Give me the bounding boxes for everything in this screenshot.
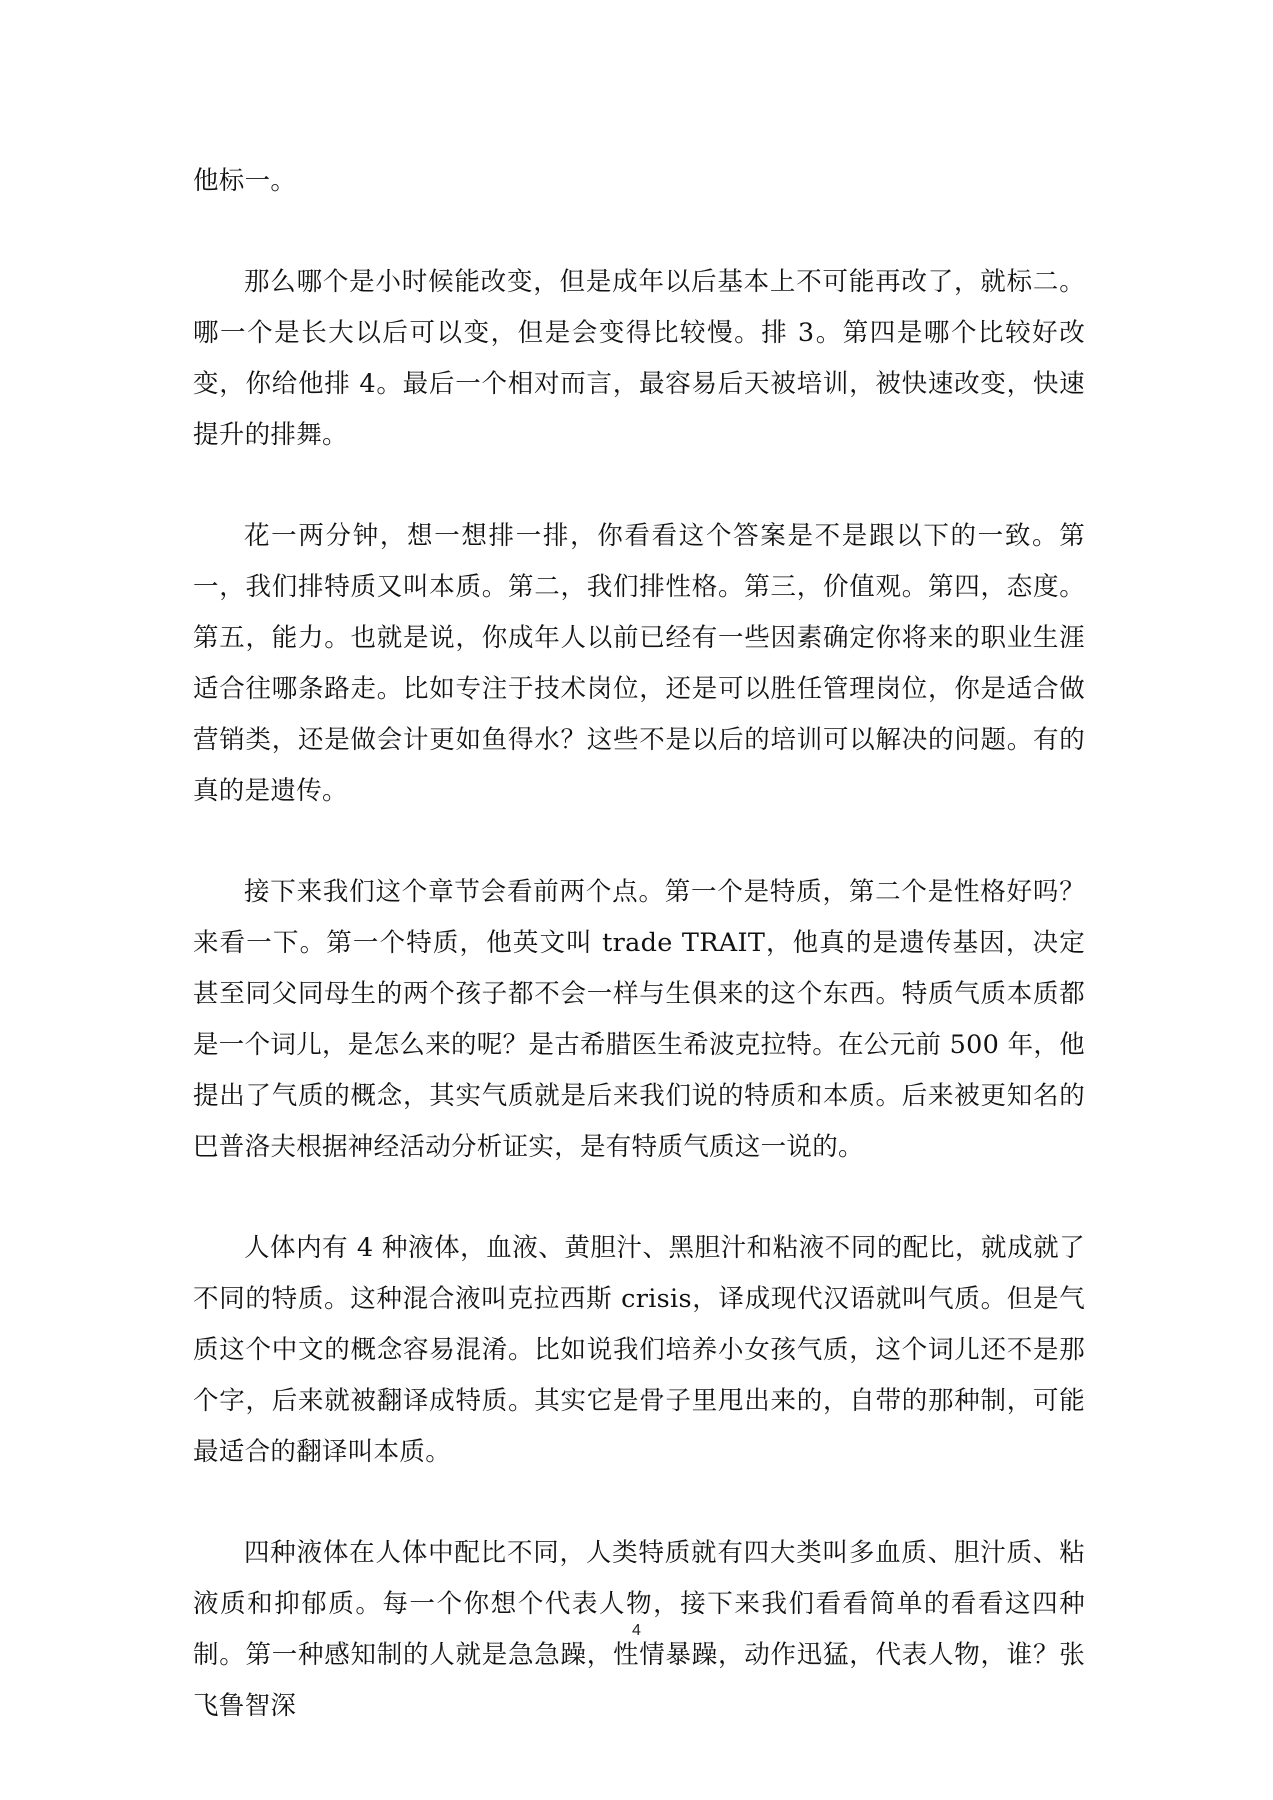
paragraph-ranking-instructions: 那么哪个是小时候能改变，但是成年以后基本上不可能再改了，就标二。哪一个是长大以后可以变，但是会变得比较慢。排 3。第四是哪个比较好改变，你给他排 4。最后一个相对而言，最容易后天被培训，被快速改变，快速提升的排舞。	[193, 267, 1085, 450]
document-body	[193, 156, 1085, 1782]
page-number: 4	[632, 1622, 641, 1639]
paragraph-trait-origin: 接下来我们这个章节会看前两个点。第一个是特质，第二个是性格好吗？来看一下。第一个特质，他英文叫 trade TRAIT，他真的是遗传基因，决定甚至同父同母生的两个孩子都不会一样与生俱来的这个东西。特质气质本质都是一个词儿，是怎么来的呢？是古希腊医生希波克拉特。在公元前 500 年，他提出了气质的概念，其实气质就是后来我们说的特质和本质。后来被更知名的巴普洛夫根据神经活动分析证实，是有特质气质这一说的。	[193, 877, 1085, 1162]
paragraph-four-humors: 人体内有 4 种液体，血液、黄胆汁、黑胆汁和粘液不同的配比，就成就了不同的特质。这种混合液叫克拉西斯 crisis，译成现代汉语就叫气质。但是气质这个中文的概念容易混淆。比如说我们培养小女孩气质，这个词儿还不是那个字，后来就被翻译成特质。其实它是骨子里甩出来的，自带的那种制，可能最适合的翻译叫本质。	[193, 1233, 1085, 1467]
paragraph-continuation: 他标一。	[193, 166, 297, 196]
paragraph-ranking-answer: 花一两分钟，想一想排一排，你看看这个答案是不是跟以下的一致。第一，我们排特质又叫本质。第二，我们排性格。第三，价值观。第四，态度。第五，能力。也就是说，你成年人以前已经有一些因素确定你将来的职业生涯适合往哪条路走。比如专注于技术岗位，还是可以胜任管理岗位，你是适合做营销类，还是做会计更如鱼得水？这些不是以后的培训可以解决的问题。有的真的是遗传。	[193, 521, 1085, 806]
paragraph-four-temperaments: 四种液体在人体中配比不同，人类特质就有四大类叫多血质、胆汁质、粘液质和抑郁质。每一个你想个代表人物，接下来我们看看简单的看看这四种制。第一种感知制的人就是急急躁，性情暴躁，动作迅猛，代表人物，谁？张飞鲁智深	[193, 1538, 1085, 1721]
